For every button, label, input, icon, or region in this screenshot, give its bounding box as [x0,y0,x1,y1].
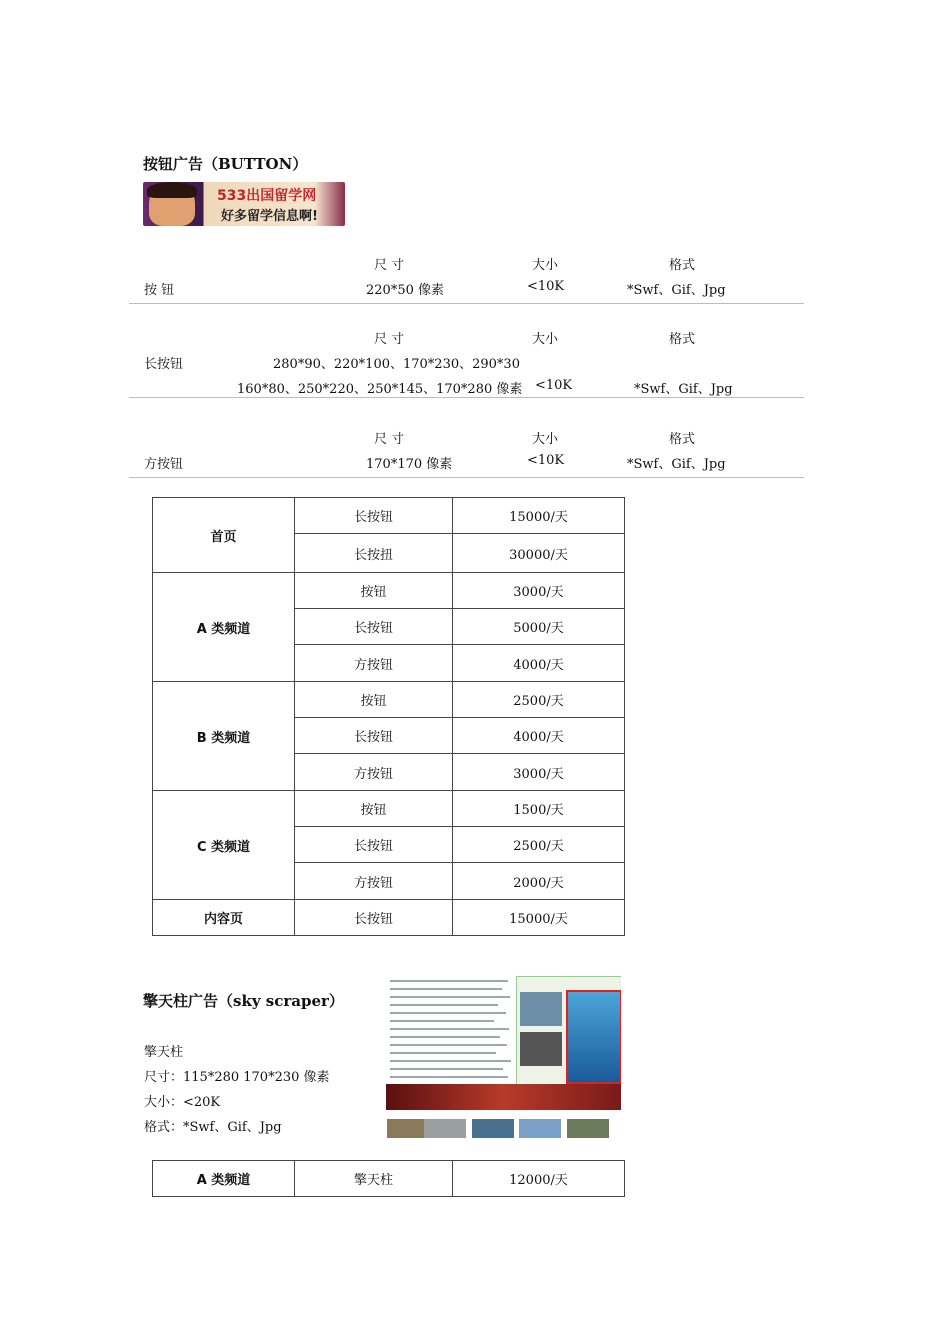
header-format: 格式 [669,432,696,447]
spec-name: 按 钮 [144,283,175,298]
thumbnail-graphic [387,1119,429,1138]
spec-filesize: <10K [527,279,565,294]
ad-type-cell: 按钮 [295,682,453,718]
category-cell: 内容页 [153,900,295,936]
ad-type-cell: 按钮 [295,573,453,609]
price-cell: 2500/天 [453,682,625,718]
price-table [152,497,625,936]
spec-size: 170*170 像素 [366,457,453,472]
banner-tagline: 好多留学信息啊! [221,209,318,224]
spec-filesize: <10K [527,453,565,468]
price-cell: 3000/天 [453,754,625,791]
price-cell: 1500/天 [453,791,625,827]
header-format: 格式 [669,258,696,273]
header-size: 尺 寸 [374,332,405,347]
divider [129,477,804,478]
ad-type-cell: 长按钮 [295,718,453,754]
sky-line: 格式：*Swf、Gif、Jpg [144,1120,282,1135]
spec-name: 方按钮 [144,457,184,472]
button-ad-banner-image [143,182,345,226]
thumbnail-graphic [519,1119,561,1138]
spec-size-line: 280*90、220*100、170*230、290*30 [273,357,520,372]
price-cell: 2500/天 [453,827,625,863]
sky-line: 大小：<20K [144,1095,221,1110]
section-title-button: 按钮广告（BUTTON） [143,155,308,173]
sky-line: 尺寸：115*280 170*230 像素 [144,1070,330,1085]
ad-type-cell: 长按钮 [295,498,453,534]
spec-filesize: <10K [535,378,573,393]
spec-format: *Swf、Gif、Jpg [634,382,733,397]
ad-type-cell: 擎天柱 [295,1161,453,1197]
cartoon-hair [147,182,197,198]
banner-band-graphic [386,1084,621,1110]
thumbnail-graphic [472,1119,514,1138]
divider [129,303,804,304]
price-cell: 5000/天 [453,609,625,645]
spec-format: *Swf、Gif、Jpg [627,457,726,472]
header-format: 格式 [669,332,696,347]
sky-price-table [152,1160,625,1197]
price-cell: 4000/天 [453,718,625,754]
category-cell: C 类频道 [153,791,295,900]
sky-line: 擎天柱 [144,1045,184,1060]
ad-type-cell: 方按钮 [295,863,453,900]
thumbnail-graphic [520,1032,562,1066]
header-size: 尺 寸 [374,258,405,273]
spec-size-line: 160*80、250*220、250*145、170*280 像素 [237,382,523,397]
price-cell: 15000/天 [453,900,625,936]
category-cell: A 类频道 [153,573,295,682]
spec-name: 长按钮 [144,357,184,372]
header-filesize: 大小 [532,432,559,447]
thumbnail-graphic [567,1119,609,1138]
ad-type-cell: 方按钮 [295,754,453,791]
price-cell: 15000/天 [453,498,625,534]
category-cell: A 类频道 [153,1161,295,1197]
price-cell: 2000/天 [453,863,625,900]
price-cell: 4000/天 [453,645,625,682]
sky-scraper-example-image [386,976,621,1138]
header-filesize: 大小 [532,332,559,347]
header-size: 尺 寸 [374,432,405,447]
news-list-graphic [386,976,514,1086]
ad-type-cell: 按钮 [295,791,453,827]
banner-logo: 533出国留学网 [217,188,317,204]
price-cell: 3000/天 [453,573,625,609]
spec-size: 220*50 像素 [366,283,444,298]
price-cell: 30000/天 [453,534,625,573]
ad-type-cell: 方按钮 [295,645,453,682]
sky-scraper-ad-graphic [566,990,621,1084]
category-cell: 首页 [153,498,295,573]
header-filesize: 大小 [532,258,559,273]
category-cell: B 类频道 [153,682,295,791]
divider [129,397,804,398]
price-cell: 12000/天 [453,1161,625,1197]
spec-format: *Swf、Gif、Jpg [627,283,726,298]
ad-type-cell: 长按钮 [295,900,453,936]
ad-type-cell: 长按钮 [295,609,453,645]
ad-type-cell: 长按钮 [295,827,453,863]
thumbnail-graphic [424,1119,466,1138]
ad-type-cell: 长按扭 [295,534,453,573]
section-title-sky-scraper: 擎天柱广告（sky scraper） [143,992,344,1010]
thumbnail-graphic [520,992,562,1026]
